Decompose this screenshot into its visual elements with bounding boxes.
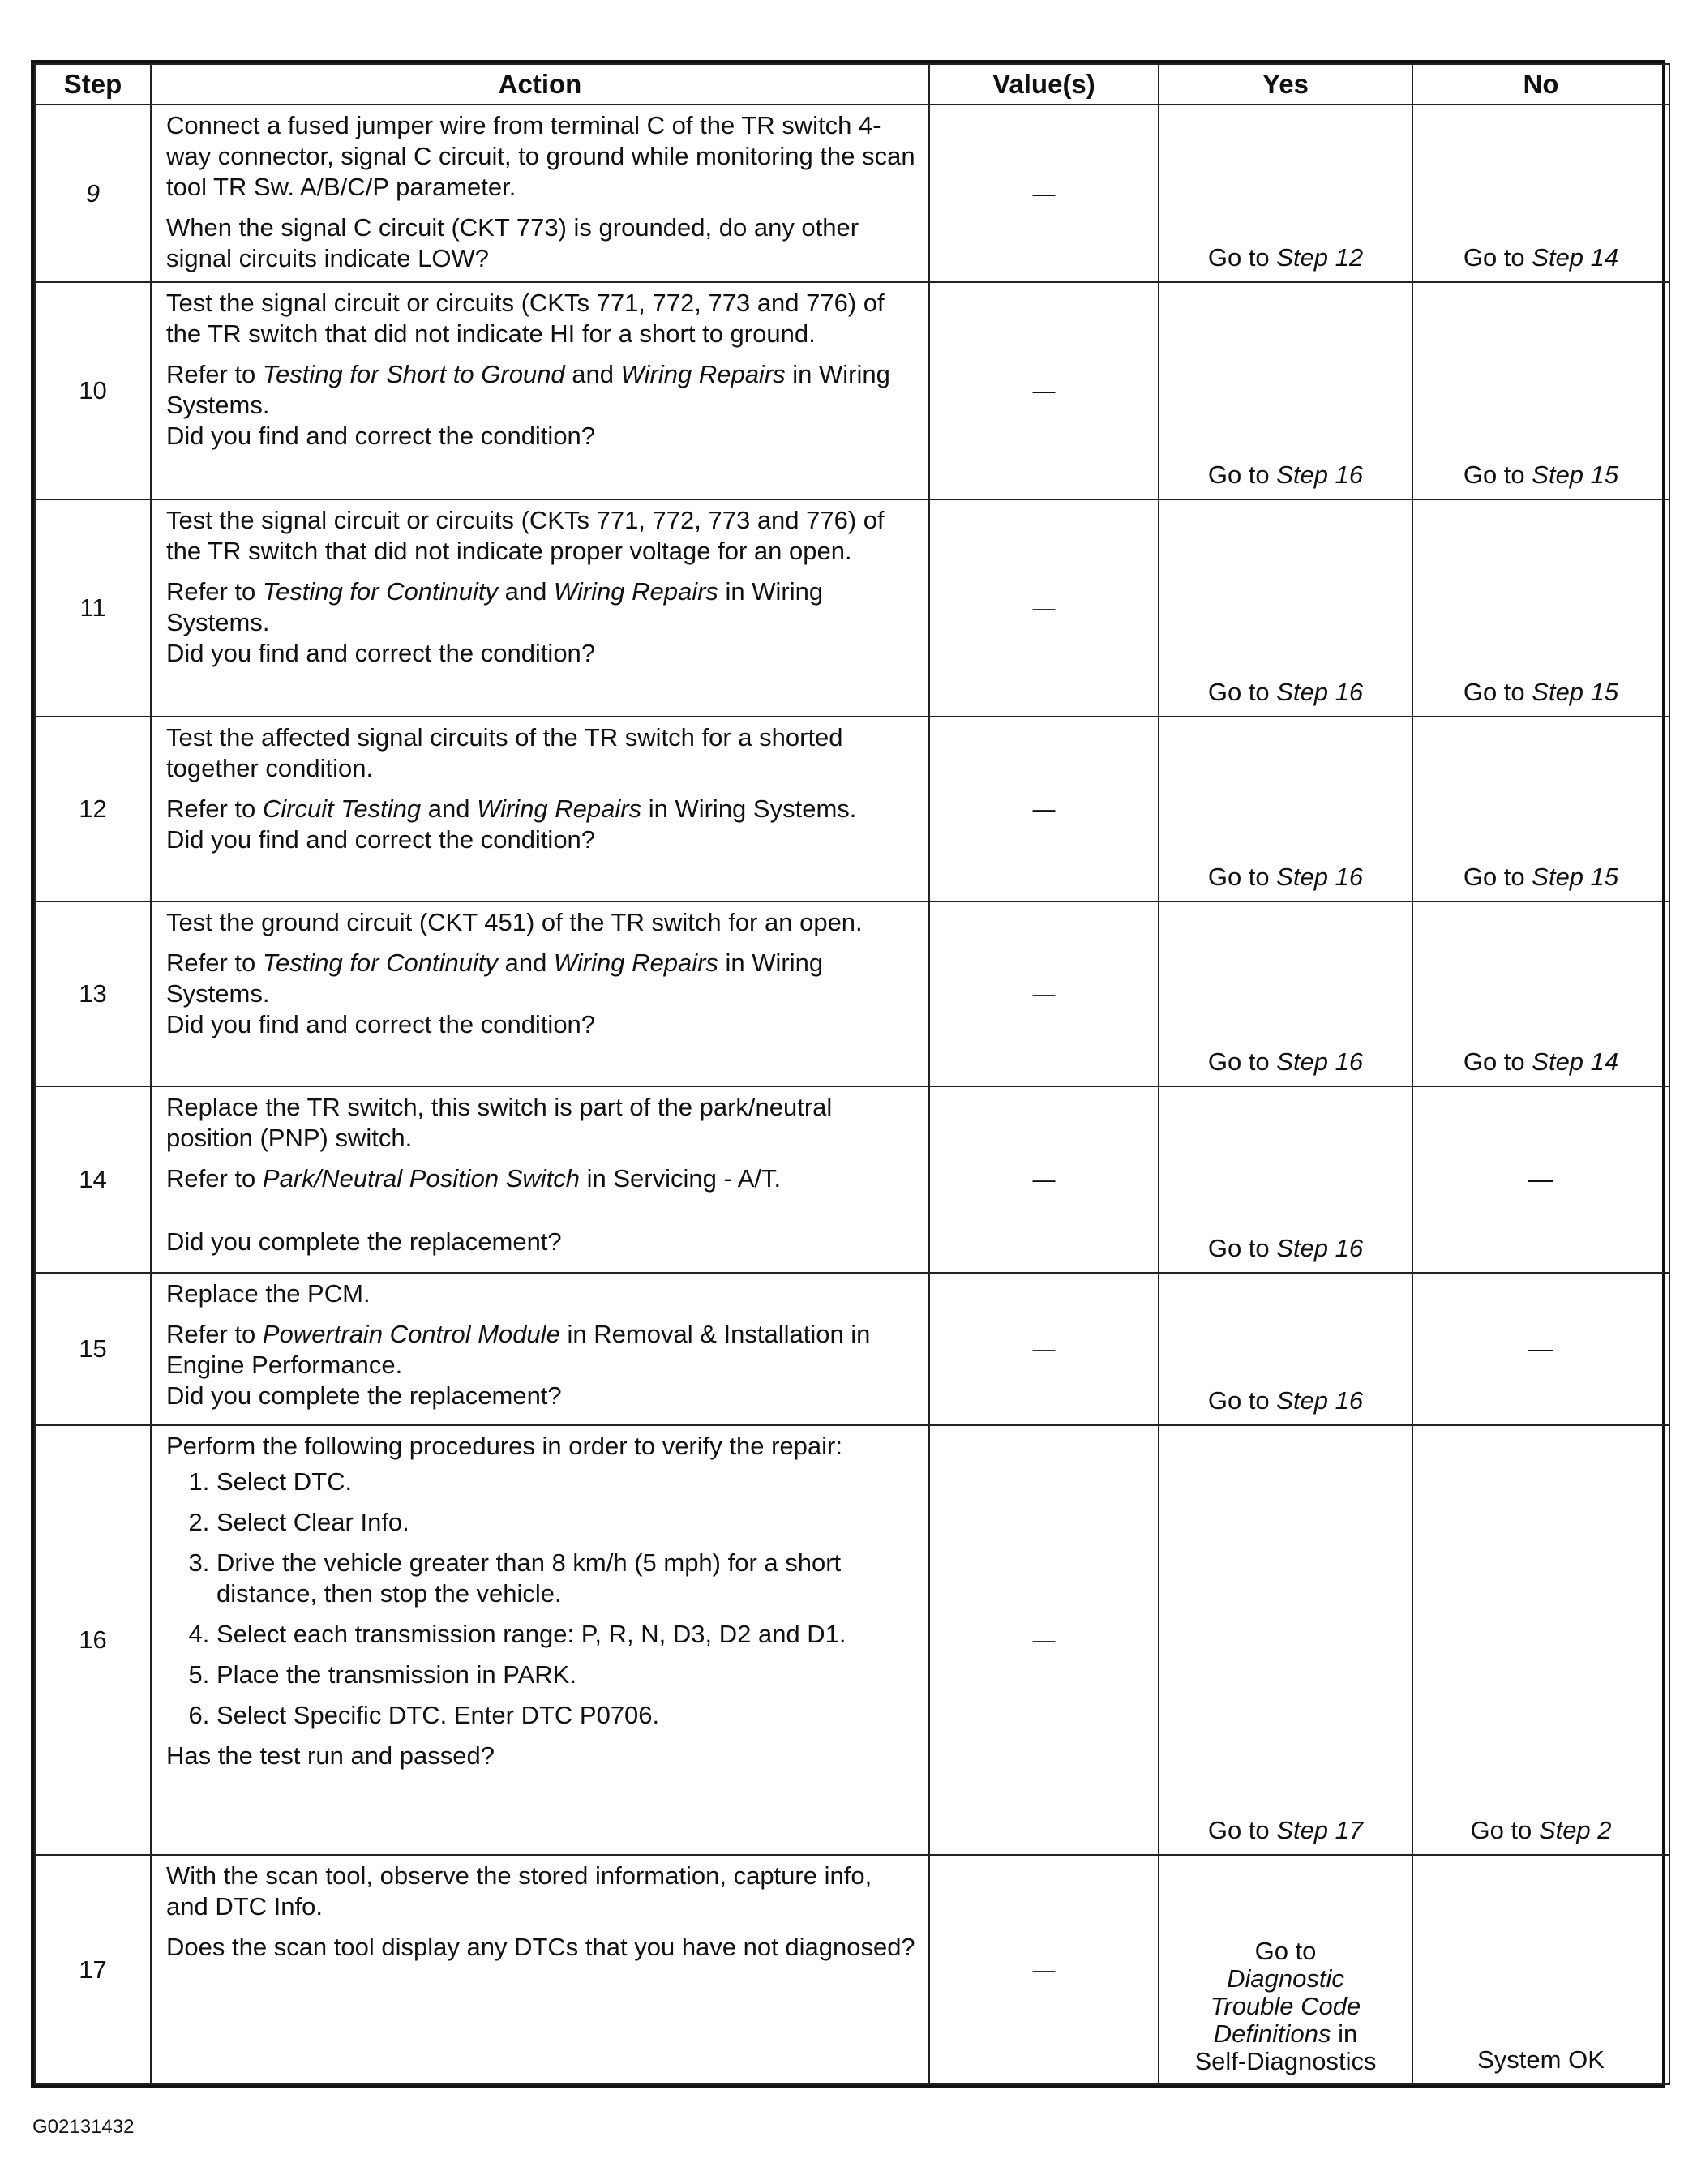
step-number: 16	[35, 1425, 151, 1855]
action-question: Did you find and correct the condition?	[166, 1010, 596, 1038]
table-row	[35, 1273, 1669, 1425]
action-reference	[166, 359, 917, 421]
yes-step-link[interactable]: Step 16	[1276, 1234, 1364, 1262]
action-question: Did you find and correct the condition?	[166, 825, 596, 854]
action-reference	[166, 576, 917, 638]
no-cell: System OK	[1412, 1855, 1669, 2084]
no-cell	[1412, 105, 1669, 282]
yes-cell	[1159, 1086, 1412, 1273]
table-row	[35, 105, 1669, 282]
no-prefix: Go to	[1463, 678, 1532, 706]
ref-link[interactable]: Park/Neutral Position Switch	[262, 1164, 580, 1193]
no-prefix: Go to	[1463, 460, 1532, 489]
action-question: Did you find and correct the condition?	[166, 422, 596, 450]
no-prefix: Go to	[1470, 1816, 1539, 1844]
header-row	[35, 64, 1669, 105]
yes-prefix: Go to	[1207, 1047, 1277, 1076]
action-text: Test the affected signal circuits of the TR switch for a shorted together condition.	[166, 723, 843, 782]
yes-step-link[interactable]: Step 16	[1276, 678, 1364, 706]
yes-cell	[1159, 499, 1412, 717]
value-dash: —	[929, 1086, 1159, 1273]
action-text: Test the ground circuit (CKT 451) of the TR switch for an open.	[166, 908, 863, 936]
no-step-link[interactable]: Step 14	[1532, 243, 1619, 272]
yes-prefix: Go to	[1207, 863, 1277, 891]
list-item: 4. Select each transmission range: P, R, N, D3, D2 and D1.	[216, 1619, 917, 1650]
action-question: Has the test run and passed?	[166, 1741, 495, 1770]
action-cell	[151, 1425, 929, 1855]
action-question: When the signal C circuit (CKT 773) is grounded, do any other signal circuits indicate LOW?	[166, 213, 859, 272]
action-cell	[151, 105, 929, 282]
yes-goto: Go to	[1254, 1937, 1317, 1965]
action-cell	[151, 1855, 929, 2084]
ref-link[interactable]: Wiring Repairs	[553, 949, 718, 977]
ref-link[interactable]: Testing for Short to Ground	[262, 360, 565, 388]
action-cell	[151, 1086, 929, 1273]
yes-prefix: Go to	[1207, 1816, 1277, 1844]
ref-prefix: Refer to	[166, 794, 263, 823]
action-text: Perform the following procedures in order to verify the repair:	[166, 1432, 842, 1460]
step-number: 11	[35, 499, 151, 717]
figure-code: G02131432	[32, 2116, 135, 2138]
ref-suffix: in Wiring Systems.	[166, 360, 890, 419]
yes-step-link[interactable]: Step 16	[1276, 1047, 1364, 1076]
ref-and: and	[497, 949, 554, 977]
ref-prefix: Refer to	[166, 360, 263, 388]
action-question: Does the scan tool display any DTCs that you have not diagnosed?	[166, 1933, 915, 1961]
action-text: Test the signal circuit or circuits (CKTs 771, 772, 773 and 776) of the TR switch that did not indicate proper voltage for an open.	[166, 506, 885, 565]
header-action: Action	[151, 64, 929, 105]
ref-prefix: Refer to	[166, 1320, 263, 1348]
table-row	[35, 1425, 1669, 1855]
action-question: Did you complete the replacement?	[166, 1381, 562, 1410]
step-number: 10	[35, 282, 151, 499]
action-reference	[166, 948, 917, 1009]
header-no: No	[1412, 64, 1669, 105]
ref-link[interactable]: Wiring Repairs	[477, 794, 642, 823]
no-prefix: Go to	[1463, 1047, 1532, 1076]
list-item: 5. Place the transmission in PARK.	[216, 1659, 917, 1690]
table-row	[35, 1086, 1669, 1273]
ref-and: and	[421, 794, 478, 823]
action-question: Did you find and correct the condition?	[166, 639, 596, 667]
ref-link[interactable]: Wiring Repairs	[620, 360, 786, 388]
yes-step-link[interactable]: Step 16	[1276, 863, 1364, 891]
ref-suffix: in Removal & Installation in Engine Performance.	[166, 1320, 871, 1379]
action-text: Test the signal circuit or circuits (CKTs 771, 772, 773 and 776) of the TR switch that did not indicate HI for a short to ground.	[166, 289, 885, 348]
ref-link[interactable]: Wiring Repairs	[553, 577, 718, 606]
ref-and: and	[564, 360, 621, 388]
yes-prefix: Go to	[1207, 1386, 1277, 1415]
no-step-link[interactable]: Step 15	[1532, 460, 1619, 489]
table-row	[35, 717, 1669, 901]
yes-cell	[1159, 282, 1412, 499]
yes-ref-link[interactable]: Diagnostic	[1227, 1964, 1344, 1993]
step-number: 14	[35, 1086, 151, 1273]
step-number: 15	[35, 1273, 151, 1425]
yes-ref-line	[1159, 2020, 1412, 2048]
yes-step-link[interactable]: Step 16	[1276, 1386, 1364, 1415]
no-step-link[interactable]: Step 15	[1532, 678, 1619, 706]
no-prefix: Go to	[1463, 863, 1532, 891]
yes-prefix: Go to	[1207, 460, 1277, 489]
yes-cell	[1159, 1855, 1412, 2084]
yes-cell	[1159, 717, 1412, 901]
step-number: 13	[35, 901, 151, 1086]
ref-prefix: Refer to	[166, 577, 263, 606]
ref-link[interactable]: Testing for Continuity	[262, 949, 498, 977]
diagnostic-table-frame	[31, 60, 1665, 2088]
list-item: 6. Select Specific DTC. Enter DTC P0706.	[216, 1700, 917, 1731]
no-cell	[1412, 717, 1669, 901]
ref-prefix: Refer to	[166, 949, 263, 977]
ref-and: and	[497, 577, 554, 606]
no-cell	[1412, 1425, 1669, 1855]
list-item: 1. Select DTC.	[216, 1467, 917, 1497]
action-cell	[151, 1273, 929, 1425]
yes-section: Self-Diagnostics	[1194, 2047, 1377, 2075]
action-text: Replace the PCM.	[166, 1279, 371, 1308]
value-dash: —	[929, 282, 1159, 499]
list-item: 2. Select Clear Info.	[216, 1507, 917, 1538]
action-cell	[151, 499, 929, 717]
yes-step-link[interactable]: Step 17	[1276, 1816, 1364, 1844]
yes-cell	[1159, 105, 1412, 282]
yes-cell	[1159, 1273, 1412, 1425]
value-dash: —	[929, 1855, 1159, 2084]
no-dash: —	[1412, 1273, 1669, 1425]
table-row	[35, 282, 1669, 499]
ref-link[interactable]: Circuit Testing	[262, 794, 422, 823]
value-dash: —	[929, 499, 1159, 717]
ref-suffix: in Servicing - A/T.	[580, 1164, 782, 1193]
diagnostic-steps-table	[34, 63, 1670, 2085]
value-dash: —	[929, 901, 1159, 1086]
step-number: 12	[35, 717, 151, 901]
no-cell	[1412, 282, 1669, 499]
no-step-link[interactable]: Step 15	[1532, 863, 1619, 891]
step-number: 17	[35, 1855, 151, 2084]
ref-suffix: in Wiring Systems.	[166, 577, 824, 636]
ref-link[interactable]: Powertrain Control Module	[262, 1320, 560, 1348]
header-yes: Yes	[1159, 64, 1412, 105]
no-cell	[1412, 499, 1669, 717]
no-step-link[interactable]: Step 14	[1532, 1047, 1619, 1076]
action-text: With the scan tool, observe the stored information, capture info, and DTC Info.	[166, 1861, 872, 1921]
header-step: Step	[35, 64, 151, 105]
action-reference	[166, 1163, 917, 1194]
value-dash: —	[929, 1273, 1159, 1425]
yes-ref-link[interactable]: Definitions	[1213, 2019, 1331, 2048]
ref-link[interactable]: Testing for Continuity	[262, 577, 498, 606]
no-cell	[1412, 901, 1669, 1086]
step-number: 9	[35, 105, 151, 282]
value-dash: —	[929, 105, 1159, 282]
table-row	[35, 901, 1669, 1086]
yes-prefix: Go to	[1207, 243, 1277, 272]
action-reference	[166, 794, 917, 824]
yes-in: in	[1331, 2019, 1358, 2048]
yes-ref-link[interactable]: Trouble Code	[1210, 1992, 1361, 2020]
ref-suffix: in Wiring Systems.	[641, 794, 857, 823]
ref-prefix: Refer to	[166, 1164, 263, 1193]
action-question: Did you complete the replacement?	[166, 1227, 562, 1256]
yes-step-link[interactable]: Step 12	[1276, 243, 1364, 272]
yes-step-link[interactable]: Step 16	[1276, 460, 1364, 489]
yes-prefix: Go to	[1207, 678, 1277, 706]
action-cell	[151, 717, 929, 901]
ref-suffix: in Wiring Systems.	[166, 949, 824, 1008]
list-item: 3. Drive the vehicle greater than 8 km/h (5 mph) for a short distance, then stop the vehicle.	[216, 1548, 917, 1609]
action-text: Replace the TR switch, this switch is part of the park/neutral position (PNP) switch.	[166, 1093, 833, 1152]
no-dash: —	[1412, 1086, 1669, 1273]
no-prefix: Go to	[1463, 243, 1532, 272]
header-values: Value(s)	[929, 64, 1159, 105]
action-cell	[151, 901, 929, 1086]
action-cell	[151, 282, 929, 499]
table-row	[35, 499, 1669, 717]
value-dash: —	[929, 1425, 1159, 1855]
no-step-link[interactable]: Step 2	[1538, 1816, 1612, 1844]
action-reference	[166, 1319, 917, 1381]
yes-cell	[1159, 901, 1412, 1086]
table-row	[35, 1855, 1669, 2084]
yes-prefix: Go to	[1207, 1234, 1277, 1262]
yes-cell	[1159, 1425, 1412, 1855]
value-dash: —	[929, 717, 1159, 901]
procedure-list	[166, 1467, 917, 1731]
action-text: Connect a fused jumper wire from terminal C of the TR switch 4-way connector, signal C circuit, to ground while monitoring the scan tool TR Sw. A/B/C/P parameter.	[166, 111, 915, 201]
